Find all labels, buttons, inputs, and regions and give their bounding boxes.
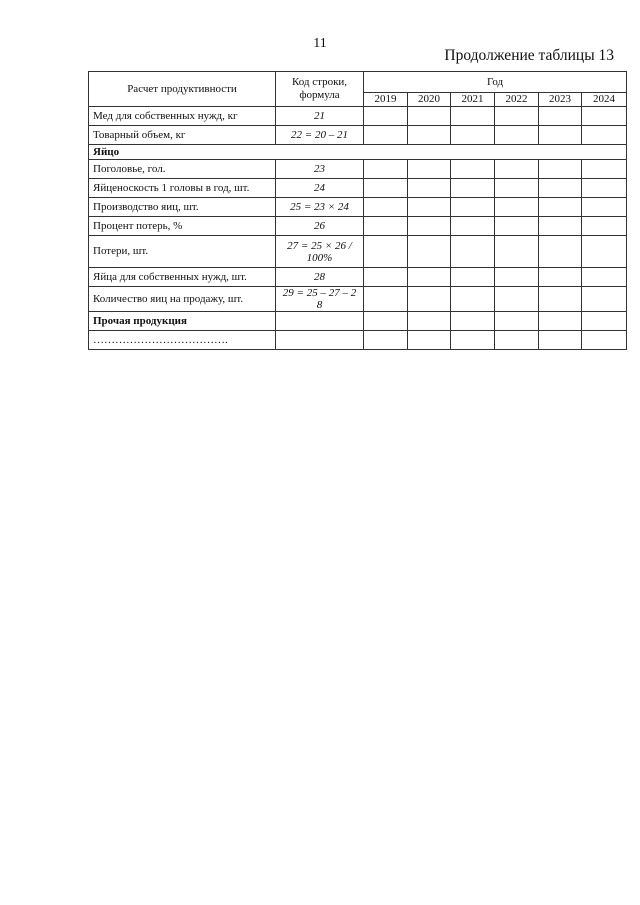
year-cell <box>539 236 582 268</box>
section-row <box>89 145 627 160</box>
productivity-table <box>88 71 627 350</box>
page-number: 11 <box>313 36 327 51</box>
row-code: 24 <box>276 179 364 198</box>
year-cell <box>451 236 495 268</box>
year-cell <box>495 126 539 145</box>
year-cell <box>408 268 451 287</box>
row-label: Количество яиц на продажу, шт. <box>89 287 276 312</box>
year-cell <box>364 198 408 217</box>
row-label: Мед для собственных нужд, кг <box>89 107 276 126</box>
year-cell <box>582 268 627 287</box>
row-code: 21 <box>276 107 364 126</box>
year-cell <box>582 160 627 179</box>
table-row <box>89 287 627 312</box>
year-cell <box>408 107 451 126</box>
year-cell <box>451 287 495 312</box>
year-cell <box>495 268 539 287</box>
year-cell <box>408 236 451 268</box>
table-row <box>89 331 627 350</box>
table-row <box>89 160 627 179</box>
year-cell <box>582 107 627 126</box>
year-cell <box>539 126 582 145</box>
row-code: 27 = 25 × 26 / 100% <box>276 236 364 268</box>
year-cell <box>539 107 582 126</box>
year-2019: 2019 <box>364 93 408 107</box>
year-cell <box>495 179 539 198</box>
row-label: Производство яиц, шт. <box>89 198 276 217</box>
year-cell <box>408 287 451 312</box>
table-row <box>89 268 627 287</box>
year-cell <box>495 217 539 236</box>
year-cell <box>495 160 539 179</box>
table-row <box>89 179 627 198</box>
year-cell <box>582 287 627 312</box>
year-cell <box>539 179 582 198</box>
year-cell <box>495 287 539 312</box>
row-label: Товарный объем, кг <box>89 126 276 145</box>
row-label: Поголовье, гол. <box>89 160 276 179</box>
table-row <box>89 236 627 268</box>
year-cell <box>364 331 408 350</box>
year-cell <box>451 312 495 331</box>
year-cell <box>582 312 627 331</box>
year-2020: 2020 <box>408 93 451 107</box>
row-code <box>276 312 364 331</box>
year-cell <box>451 179 495 198</box>
year-cell <box>364 268 408 287</box>
year-cell <box>582 179 627 198</box>
year-cell <box>451 331 495 350</box>
year-cell <box>539 268 582 287</box>
year-cell <box>364 179 408 198</box>
year-2024: 2024 <box>582 93 627 107</box>
year-cell <box>408 160 451 179</box>
year-cell <box>495 198 539 217</box>
row-label: Яйценоскость 1 головы в год, шт. <box>89 179 276 198</box>
year-cell <box>539 331 582 350</box>
section-label: Яйцо <box>89 145 627 160</box>
year-cell <box>408 179 451 198</box>
year-cell <box>582 198 627 217</box>
year-cell <box>451 198 495 217</box>
row-label: ………………………………. <box>89 331 276 350</box>
year-cell <box>582 217 627 236</box>
row-code <box>276 331 364 350</box>
year-cell <box>364 217 408 236</box>
header-year: Год <box>364 72 627 93</box>
year-cell <box>408 198 451 217</box>
year-cell <box>539 217 582 236</box>
row-code: 22 = 20 – 21 <box>276 126 364 145</box>
row-label: Процент потерь, % <box>89 217 276 236</box>
year-cell <box>451 268 495 287</box>
year-cell <box>582 236 627 268</box>
year-cell <box>539 198 582 217</box>
year-cell <box>364 236 408 268</box>
row-code: 29 = 25 – 27 – 2 8 <box>276 287 364 312</box>
year-cell <box>582 331 627 350</box>
row-label: Прочая продукция <box>89 312 276 331</box>
row-code: 26 <box>276 217 364 236</box>
year-cell <box>451 160 495 179</box>
year-cell <box>364 287 408 312</box>
year-cell <box>539 160 582 179</box>
year-cell <box>451 107 495 126</box>
year-cell <box>408 217 451 236</box>
year-cell <box>495 107 539 126</box>
year-cell <box>451 126 495 145</box>
table-row <box>89 107 627 126</box>
table-row <box>89 312 627 331</box>
year-cell <box>495 331 539 350</box>
table-row <box>89 198 627 217</box>
row-label: Яйца для собственных нужд, шт. <box>89 268 276 287</box>
year-cell <box>408 331 451 350</box>
year-2021: 2021 <box>451 93 495 107</box>
table-caption: Продолжение таблицы 13 <box>444 47 614 64</box>
year-2023: 2023 <box>539 93 582 107</box>
row-label: Потери, шт. <box>89 236 276 268</box>
header-calc: Расчет продуктивности <box>89 72 276 107</box>
year-cell <box>408 126 451 145</box>
year-cell <box>539 312 582 331</box>
year-cell <box>364 160 408 179</box>
year-cell <box>364 107 408 126</box>
year-cell <box>364 126 408 145</box>
table-row <box>89 126 627 145</box>
row-code: 28 <box>276 268 364 287</box>
year-cell <box>451 217 495 236</box>
year-cell <box>364 312 408 331</box>
year-cell <box>539 287 582 312</box>
year-cell <box>582 126 627 145</box>
year-2022: 2022 <box>495 93 539 107</box>
row-code: 25 = 23 × 24 <box>276 198 364 217</box>
year-cell <box>495 236 539 268</box>
header-code: Код строки, формула <box>276 72 364 107</box>
table-row <box>89 217 627 236</box>
row-code: 23 <box>276 160 364 179</box>
year-cell <box>408 312 451 331</box>
year-cell <box>495 312 539 331</box>
